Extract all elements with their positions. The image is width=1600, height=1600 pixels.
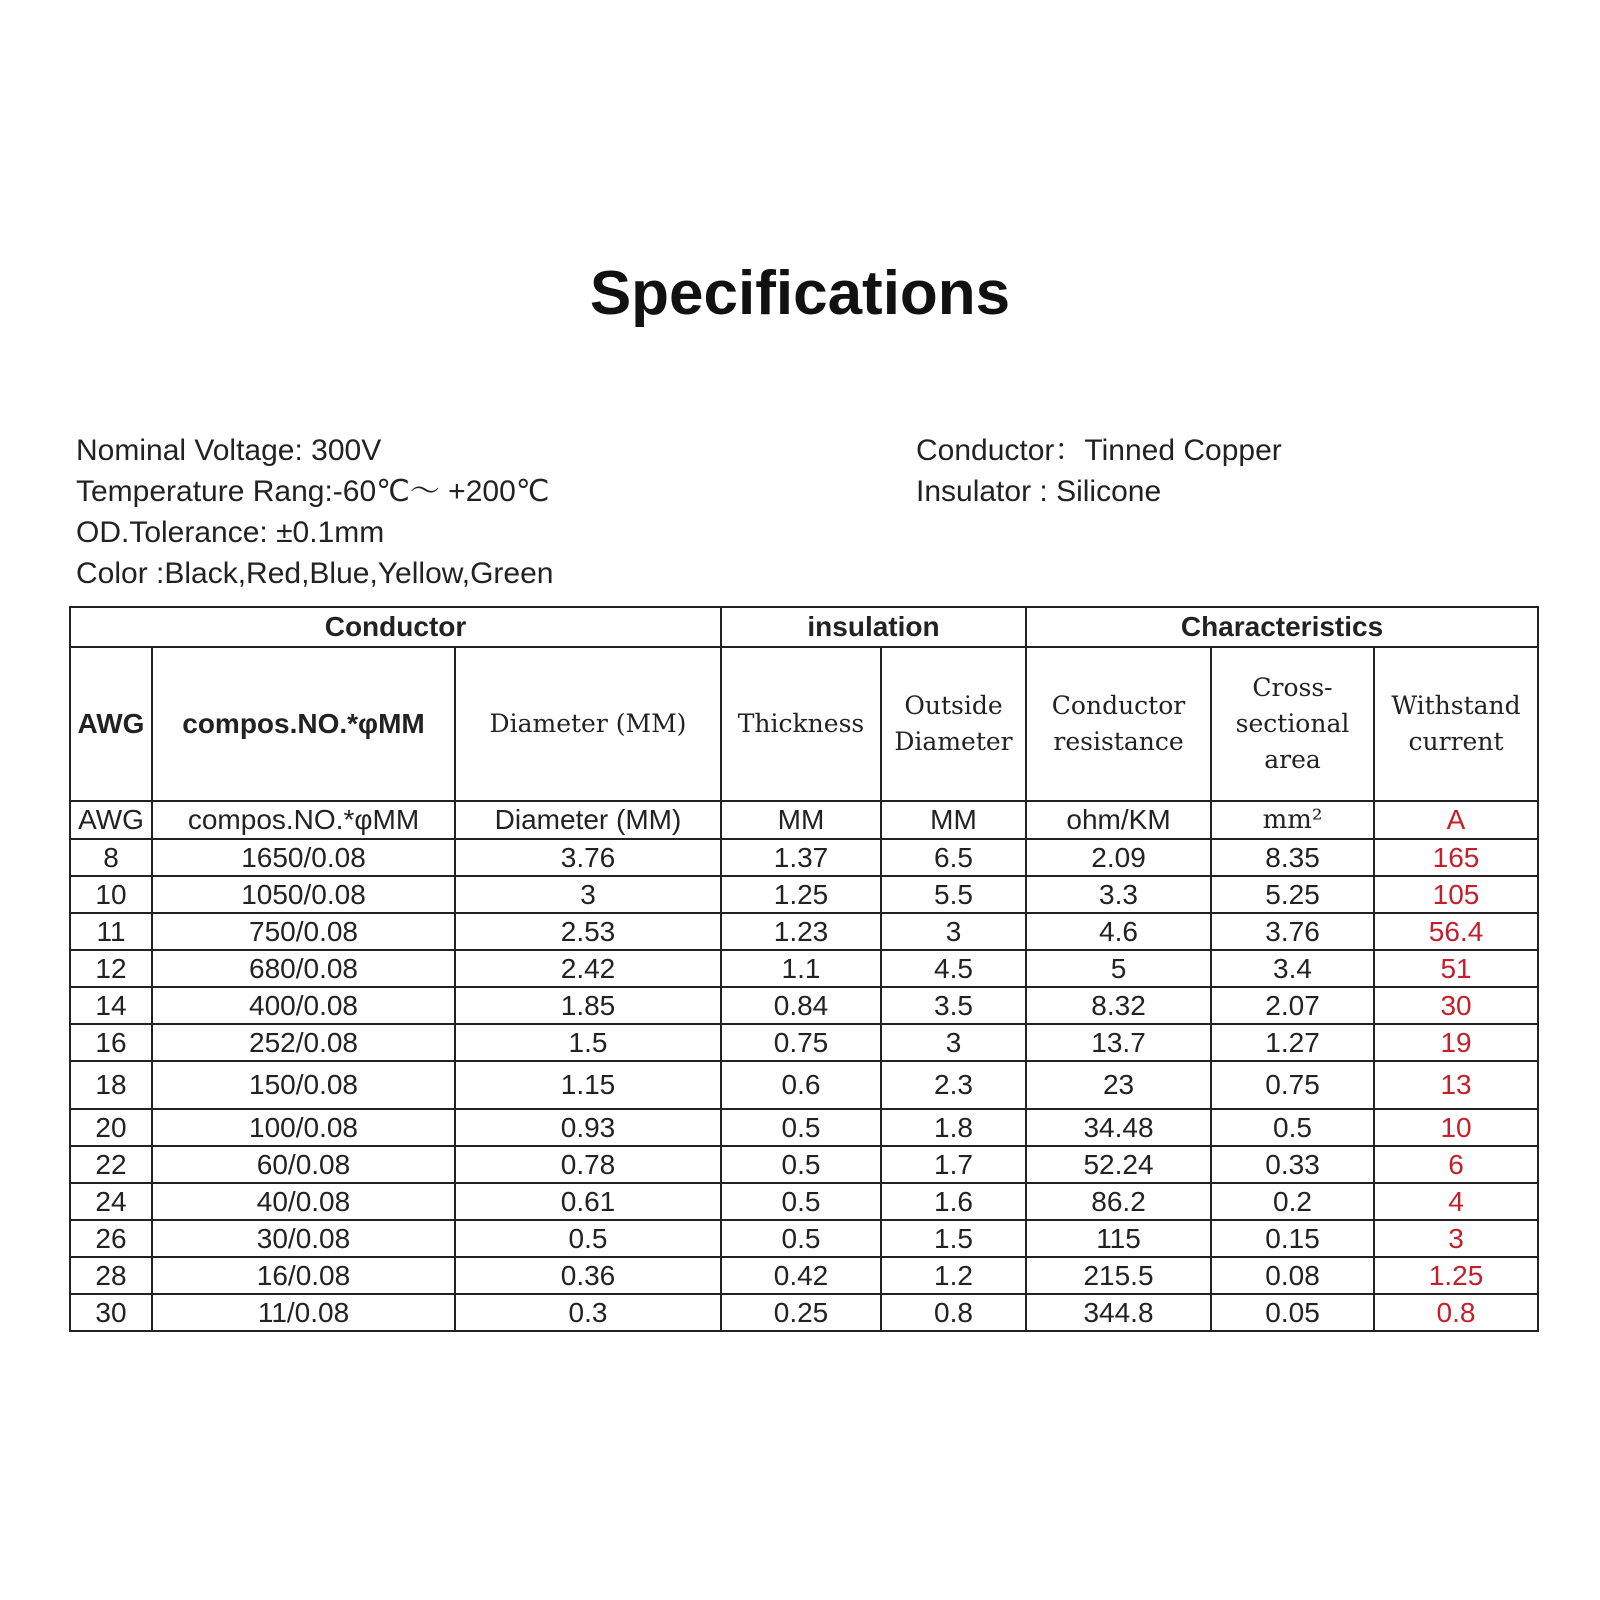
cell-diameter: 2.42 (455, 950, 721, 987)
insulator-material-text: Insulator : Silicone (916, 475, 1162, 508)
cell-compos: 1650/0.08 (152, 839, 455, 876)
cell-resistance: 34.48 (1026, 1109, 1211, 1146)
cell-current: 105 (1374, 876, 1538, 913)
cell-resistance: 23 (1026, 1061, 1211, 1109)
cell-thickness: 0.5 (721, 1183, 881, 1220)
cell-compos: 150/0.08 (152, 1061, 455, 1109)
cell-resistance: 344.8 (1026, 1294, 1211, 1331)
column-header-outside-diameter: Outside Diameter (881, 647, 1026, 801)
cell-resistance: 3.3 (1026, 876, 1211, 913)
cell-diameter: 1.5 (455, 1024, 721, 1061)
table-row (70, 950, 1538, 987)
unit-cell-outside-diameter: MM (881, 801, 1026, 839)
cell-compos: 400/0.08 (152, 987, 455, 1024)
cell-area: 8.35 (1211, 839, 1374, 876)
cell-awg: 10 (70, 876, 152, 913)
cell-thickness: 1.37 (721, 839, 881, 876)
cell-area: 0.33 (1211, 1146, 1374, 1183)
cell-compos: 40/0.08 (152, 1183, 455, 1220)
cell-thickness: 1.25 (721, 876, 881, 913)
cell-outside-diameter: 4.5 (881, 950, 1026, 987)
group-header-characteristics: Characteristics (1026, 607, 1538, 647)
cell-resistance: 5 (1026, 950, 1211, 987)
cell-awg: 8 (70, 839, 152, 876)
cell-awg: 30 (70, 1294, 152, 1331)
cell-resistance: 52.24 (1026, 1146, 1211, 1183)
cell-current: 0.8 (1374, 1294, 1538, 1331)
unit-cell-resistance: ohm/KM (1026, 801, 1211, 839)
cell-diameter: 0.93 (455, 1109, 721, 1146)
cell-thickness: 0.75 (721, 1024, 881, 1061)
table-row (70, 987, 1538, 1024)
page-title: Specifications (589, 259, 1011, 328)
cell-awg: 18 (70, 1061, 152, 1109)
cell-area: 0.05 (1211, 1294, 1374, 1331)
cell-outside-diameter: 1.8 (881, 1109, 1026, 1146)
cell-current: 51 (1374, 950, 1538, 987)
table-row (70, 1024, 1538, 1061)
cell-current: 165 (1374, 839, 1538, 876)
cell-diameter: 0.3 (455, 1294, 721, 1331)
cell-diameter: 3 (455, 876, 721, 913)
cell-resistance: 215.5 (1026, 1257, 1211, 1294)
cell-resistance: 4.6 (1026, 913, 1211, 950)
cell-outside-diameter: 1.2 (881, 1257, 1026, 1294)
unit-cell-current: A (1374, 801, 1538, 839)
cell-compos: 750/0.08 (152, 913, 455, 950)
cell-area: 0.15 (1211, 1220, 1374, 1257)
cell-area: 0.75 (1211, 1061, 1374, 1109)
cell-awg: 11 (70, 913, 152, 950)
table-row (70, 1109, 1538, 1146)
cell-compos: 252/0.08 (152, 1024, 455, 1061)
cell-current: 19 (1374, 1024, 1538, 1061)
column-header-thickness: Thickness (721, 647, 881, 801)
cell-outside-diameter: 3.5 (881, 987, 1026, 1024)
cell-compos: 30/0.08 (152, 1220, 455, 1257)
cell-outside-diameter: 1.6 (881, 1183, 1026, 1220)
spec-table (69, 606, 1539, 1332)
nominal-voltage-text: Nominal Voltage: 300V (76, 434, 382, 467)
group-header-conductor: Conductor (70, 607, 721, 647)
cell-area: 1.27 (1211, 1024, 1374, 1061)
cell-thickness: 0.5 (721, 1146, 881, 1183)
unit-cell-diameter: Diameter (MM) (455, 801, 721, 839)
unit-cell-compos: compos.NO.*φMM (152, 801, 455, 839)
cell-compos: 680/0.08 (152, 950, 455, 987)
cell-area: 3.76 (1211, 913, 1374, 950)
cell-thickness: 0.42 (721, 1257, 881, 1294)
cell-outside-diameter: 2.3 (881, 1061, 1026, 1109)
cell-thickness: 1.23 (721, 913, 881, 950)
cell-outside-diameter: 3 (881, 1024, 1026, 1061)
temperature-range-text: Temperature Rang:-60℃～ +200℃ (76, 475, 550, 508)
column-header-compos: compos.NO.*φMM (152, 647, 455, 801)
column-header-awg: AWG (70, 647, 152, 801)
cell-outside-diameter: 0.8 (881, 1294, 1026, 1331)
cell-resistance: 115 (1026, 1220, 1211, 1257)
cell-resistance: 86.2 (1026, 1183, 1211, 1220)
table-row (70, 1183, 1538, 1220)
cell-resistance: 8.32 (1026, 987, 1211, 1024)
cell-awg: 14 (70, 987, 152, 1024)
cell-thickness: 0.6 (721, 1061, 881, 1109)
cell-current: 56.4 (1374, 913, 1538, 950)
column-header-diameter: Diameter (MM) (455, 647, 721, 801)
table-row (70, 1257, 1538, 1294)
table-row (70, 913, 1538, 950)
cell-awg: 22 (70, 1146, 152, 1183)
cell-diameter: 2.53 (455, 913, 721, 950)
cell-awg: 26 (70, 1220, 152, 1257)
cell-current: 6 (1374, 1146, 1538, 1183)
group-header-insulation: insulation (721, 607, 1026, 647)
conductor-material-text: Conductor：Tinned Copper (916, 434, 1282, 467)
cell-diameter: 0.61 (455, 1183, 721, 1220)
unit-cell-thickness: MM (721, 801, 881, 839)
cell-diameter: 3.76 (455, 839, 721, 876)
unit-cell-area: mm² (1211, 801, 1374, 839)
cell-current: 10 (1374, 1109, 1538, 1146)
table-row (70, 839, 1538, 876)
cell-area: 0.2 (1211, 1183, 1374, 1220)
cell-diameter: 1.15 (455, 1061, 721, 1109)
cell-current: 3 (1374, 1220, 1538, 1257)
cell-diameter: 1.85 (455, 987, 721, 1024)
table-row (70, 876, 1538, 913)
cell-outside-diameter: 5.5 (881, 876, 1026, 913)
cell-outside-diameter: 3 (881, 913, 1026, 950)
cell-area: 3.4 (1211, 950, 1374, 987)
table-row (70, 1061, 1538, 1109)
cell-resistance: 13.7 (1026, 1024, 1211, 1061)
cell-awg: 20 (70, 1109, 152, 1146)
cell-current: 30 (1374, 987, 1538, 1024)
cell-outside-diameter: 6.5 (881, 839, 1026, 876)
cell-area: 5.25 (1211, 876, 1374, 913)
table-row (70, 1294, 1538, 1331)
cell-current: 13 (1374, 1061, 1538, 1109)
column-header-cross-sectional-area: Cross-sectional area (1211, 647, 1374, 801)
color-options-text: Color :Black,Red,Blue,Yellow,Green (76, 557, 554, 590)
spec-table-body (70, 839, 1538, 1331)
cell-area: 0.08 (1211, 1257, 1374, 1294)
cell-awg: 28 (70, 1257, 152, 1294)
cell-awg: 24 (70, 1183, 152, 1220)
spec-info-left (76, 430, 553, 594)
cell-compos: 100/0.08 (152, 1109, 455, 1146)
cell-compos: 11/0.08 (152, 1294, 455, 1331)
cell-area: 0.5 (1211, 1109, 1374, 1146)
cell-diameter: 0.36 (455, 1257, 721, 1294)
cell-diameter: 0.5 (455, 1220, 721, 1257)
cell-resistance: 2.09 (1026, 839, 1211, 876)
cell-compos: 1050/0.08 (152, 876, 455, 913)
cell-outside-diameter: 1.5 (881, 1220, 1026, 1257)
cell-thickness: 0.84 (721, 987, 881, 1024)
cell-awg: 16 (70, 1024, 152, 1061)
cell-outside-diameter: 1.7 (881, 1146, 1026, 1183)
spec-info-right (916, 430, 1282, 512)
cell-thickness: 0.5 (721, 1220, 881, 1257)
unit-cell-awg: AWG (70, 801, 152, 839)
cell-diameter: 0.78 (455, 1146, 721, 1183)
cell-current: 4 (1374, 1183, 1538, 1220)
cell-thickness: 1.1 (721, 950, 881, 987)
table-row (70, 1146, 1538, 1183)
cell-area: 2.07 (1211, 987, 1374, 1024)
cell-compos: 60/0.08 (152, 1146, 455, 1183)
cell-current: 1.25 (1374, 1257, 1538, 1294)
od-tolerance-text: OD.Tolerance: ±0.1mm (76, 516, 385, 549)
cell-compos: 16/0.08 (152, 1257, 455, 1294)
table-row (70, 1220, 1538, 1257)
column-header-conductor-resistance: Conductor resistance (1026, 647, 1211, 801)
cell-thickness: 0.5 (721, 1109, 881, 1146)
cell-awg: 12 (70, 950, 152, 987)
column-header-withstand-current: Withstand current (1374, 647, 1538, 801)
cell-thickness: 0.25 (721, 1294, 881, 1331)
